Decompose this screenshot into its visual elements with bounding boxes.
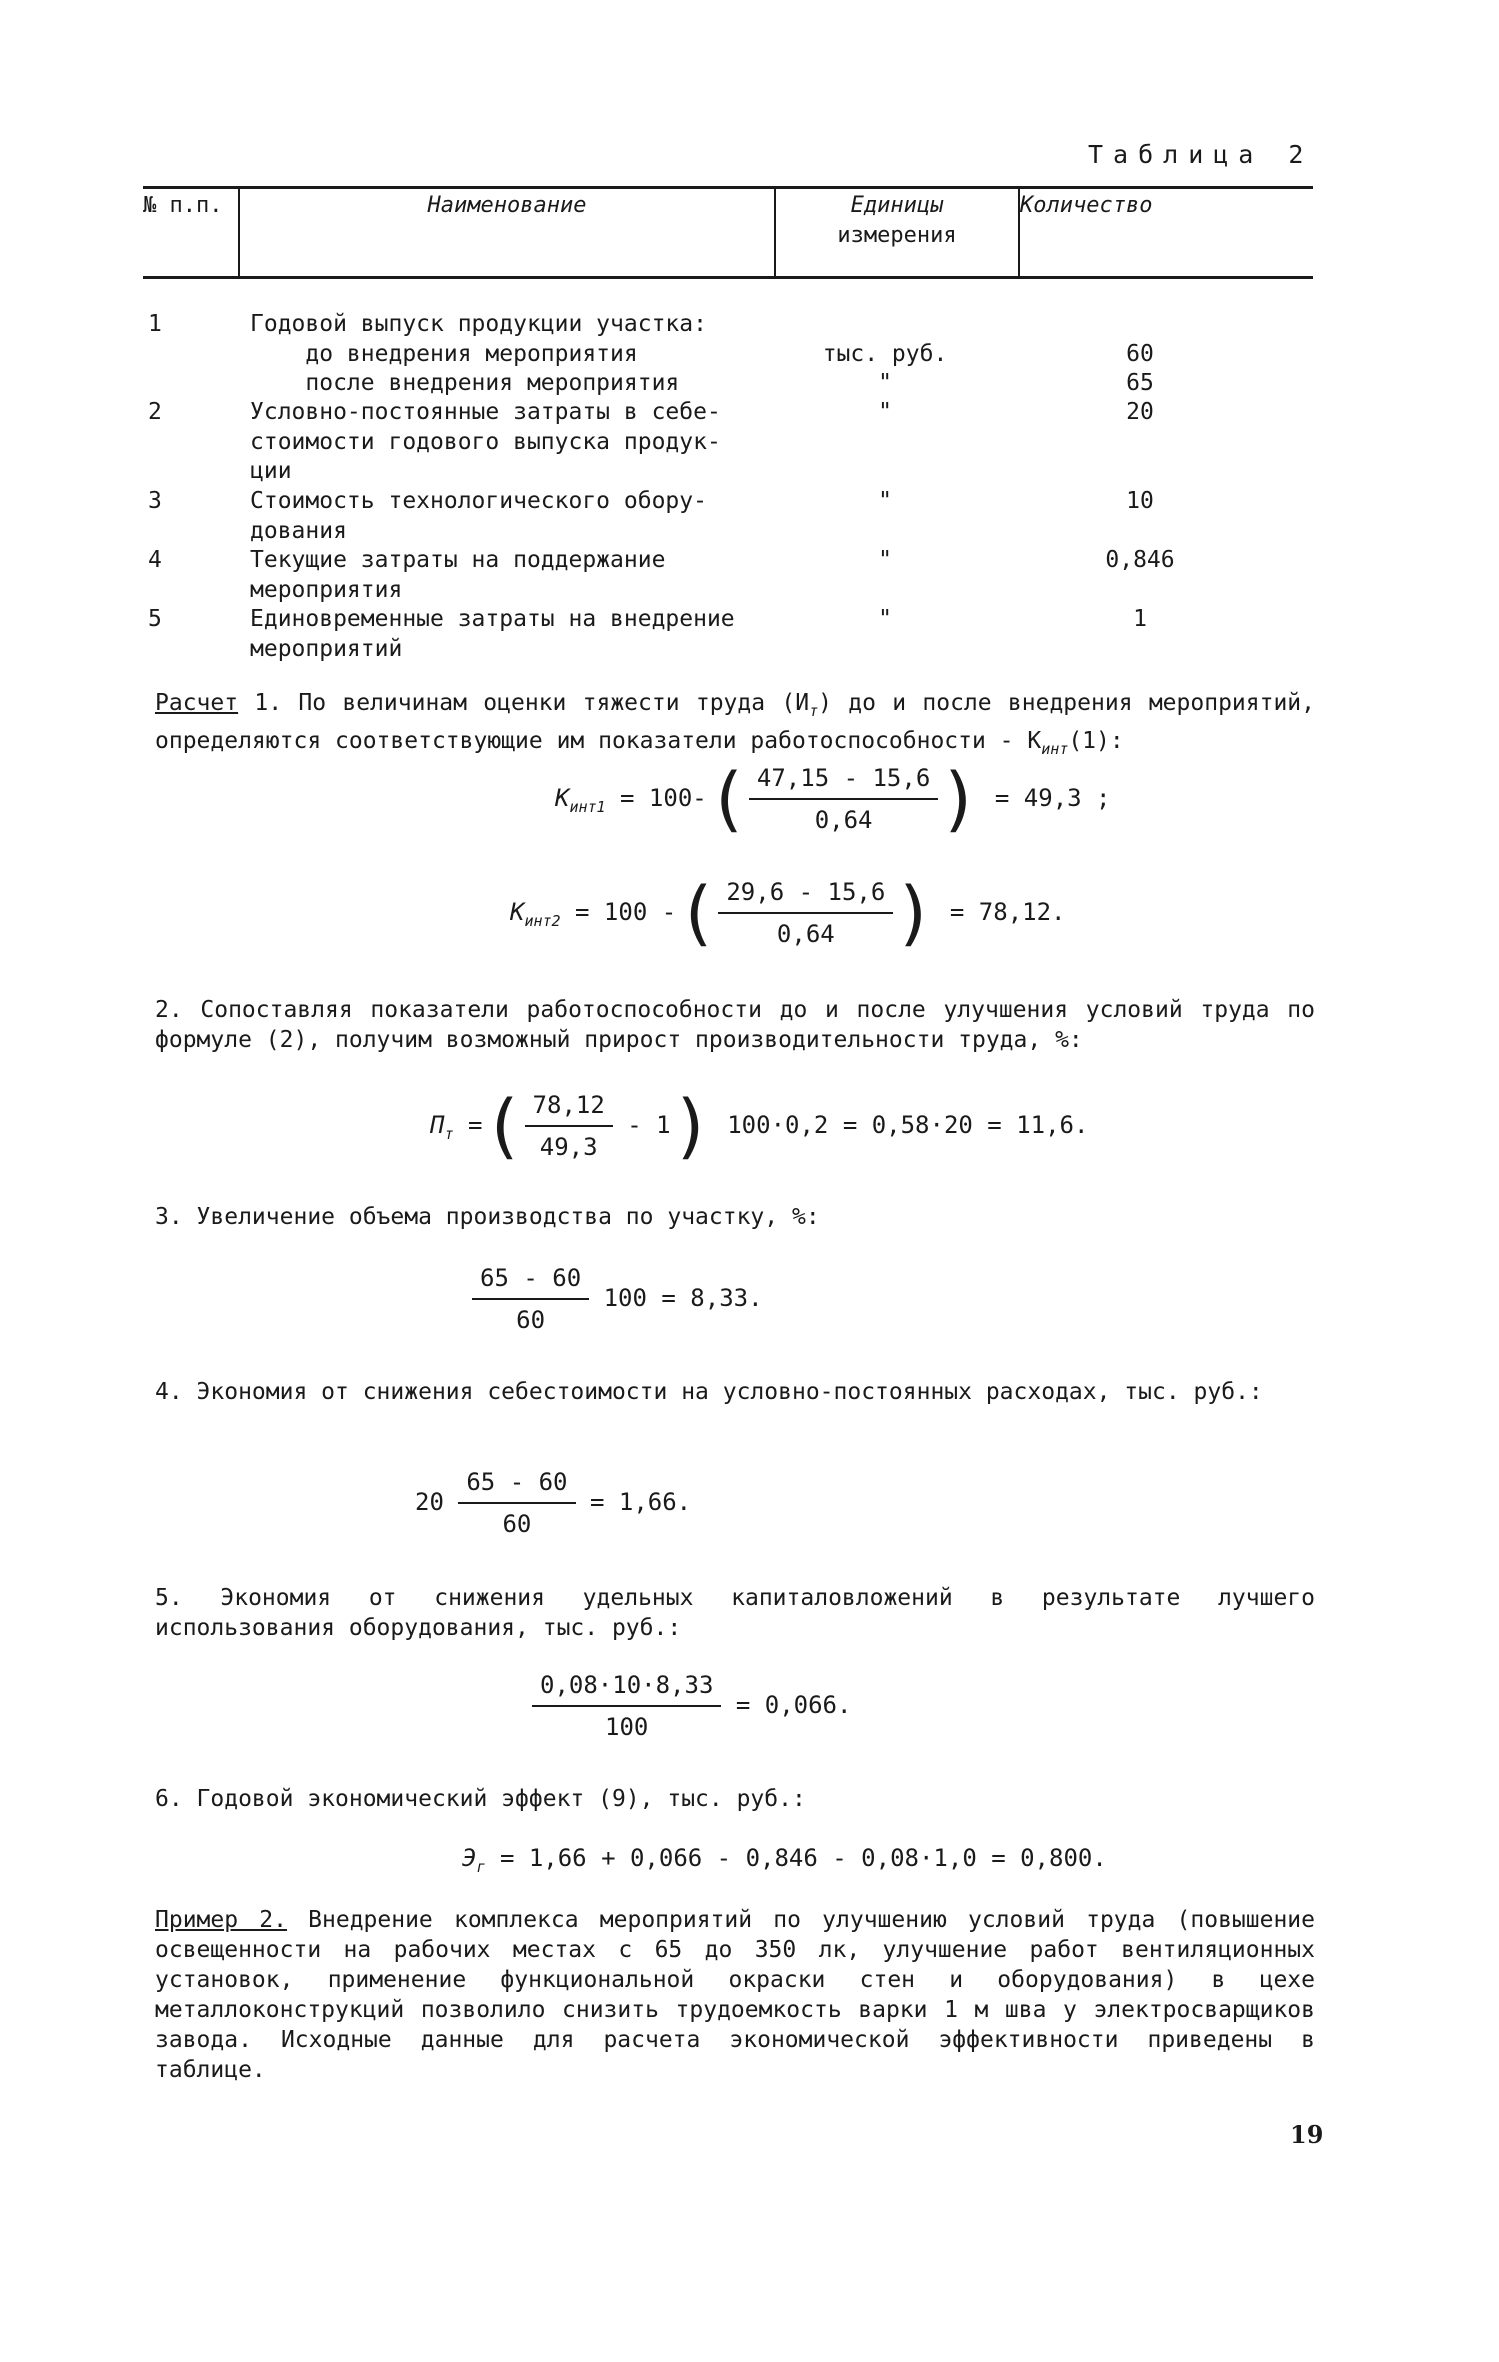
f4-numerator: 65 - 60 [472, 1258, 589, 1300]
f6-result: = 0,066. [735, 1691, 852, 1719]
formula-capital-saving [532, 1665, 851, 1747]
table-row-quantity: 60 [1126, 340, 1154, 367]
table-row-number: 4 [148, 547, 162, 573]
table-row-unit: " [878, 370, 892, 396]
f1-lhs: К [555, 784, 570, 812]
table-row-quantity: 1 [1133, 606, 1147, 632]
f1-paren-close: ) [938, 758, 981, 840]
f7-result: = 1,66 + 0,066 - 0,846 - 0,08·1,0 = 0,800. [499, 1844, 1107, 1872]
table-row-number: 5 [148, 606, 162, 632]
formula-productivity [430, 1085, 1088, 1167]
f1-denominator: 0,64 [814, 806, 873, 834]
table-row-unit: " [878, 606, 892, 632]
f2-eq: = 100 - [575, 898, 677, 926]
table-row-quantity: 10 [1126, 488, 1154, 514]
table-row-name-line: дования [250, 517, 347, 544]
f2-denominator: 0,64 [776, 920, 835, 948]
header-qty: Количество [1020, 193, 1153, 218]
f1-lhs-sub: инт1 [569, 798, 606, 816]
f5-prefix: 20 [415, 1488, 444, 1516]
f1-result: = 49,3 ; [994, 784, 1111, 812]
table-row-name-line: до внедрения мероприятия [250, 340, 638, 367]
table-row-quantity: 20 [1126, 399, 1154, 425]
f3-eq: = [467, 1111, 483, 1139]
calc-p1-sub: т [809, 702, 819, 720]
f3-lhs: П [430, 1111, 445, 1139]
page-number: 19 [1290, 2120, 1324, 2149]
f6-denominator: 100 [605, 1713, 649, 1741]
f6-numerator: 0,08·10·8,33 [532, 1665, 721, 1707]
table-row-quantity: 0,846 [1105, 547, 1175, 573]
calc-paragraph-1 [155, 688, 1315, 764]
table-row-unit: тыс. руб. [822, 340, 948, 367]
table-row-name-line: Единовременные затраты на внедрение [250, 606, 735, 632]
f1-eq: = 100- [620, 784, 707, 812]
table-row-number: 3 [148, 488, 162, 514]
table-row-name-line: после внедрения мероприятия [250, 370, 680, 396]
table-row-unit: " [878, 547, 892, 573]
table-row-unit: " [878, 488, 892, 514]
table-caption: Таблица 2 [1088, 140, 1314, 169]
f2-paren-open: ( [676, 872, 719, 954]
table-row-quantity: 65 [1126, 370, 1154, 396]
f3-lhs-sub: т [444, 1125, 454, 1143]
header-name: Наименование [427, 193, 587, 218]
calc-label: Расчет [155, 690, 239, 716]
formula-annual-effect [462, 1844, 1107, 1876]
calc-paragraph-6: 6. Годовой экономический эффект (9), тыс. руб.: [155, 1786, 806, 1812]
f3-paren-open: ( [482, 1085, 525, 1167]
table-row-name-line: стоимости годового выпуска продук- [250, 428, 721, 455]
header-unit-line1: Единицы [850, 193, 944, 218]
calc-p1-end: (1): [1068, 728, 1124, 754]
calc-paragraph-4: 4. Экономия от снижения себестоимости на условно-постоянных расходах, тыс. руб.: [155, 1379, 1263, 1405]
table-top-rule [143, 186, 1313, 189]
header-unit-line2: измерения [837, 223, 957, 248]
f2-result: = 78,12. [949, 898, 1066, 926]
formula-volume [472, 1258, 763, 1340]
f2-numerator: 29,6 - 15,6 [718, 872, 893, 914]
example-label: Пример 2. [155, 1907, 287, 1933]
formula-cost-saving [415, 1462, 691, 1544]
calc-p1-text: 1. По величинам оценки тяжести труда (И [238, 690, 810, 716]
f5-denominator: 60 [502, 1510, 532, 1538]
calc-p1-rest: ) до и после внедрения мероприятий, определяются соответствующие им показатели работоспособности - К [155, 690, 1315, 754]
f4-denominator: 60 [516, 1306, 546, 1334]
calc-paragraph-2: 2. Сопоставляя показатели работоспособности до и после улучшения условий труда по формуле (2), получим возможный прирост производительности труда, %: [155, 997, 1315, 1053]
f3-mid: - 1 [627, 1111, 671, 1139]
table-row-name-line: Текущие затраты на поддержание [250, 547, 666, 573]
calc-paragraph-5: 5. Экономия от снижения удельных капиталовложений в результате лучшего использования оборудования, тыс. руб.: [155, 1585, 1315, 1641]
f5-result: = 1,66. [589, 1488, 692, 1516]
formula-kint2 [510, 872, 1066, 954]
table-header-bottom-rule [143, 276, 1313, 279]
f3-result: 100·0,2 = 0,58·20 = 11,6. [727, 1111, 1089, 1139]
table-row-name-line: мероприятия [250, 576, 403, 603]
f2-lhs: К [510, 898, 525, 926]
calc-p1-sub2: инт [1041, 740, 1069, 758]
table-row-name-line: мероприятий [250, 635, 403, 662]
table-row-name-line: Годовой выпуск продукции участка: [250, 311, 707, 337]
table-row-number: 1 [148, 311, 162, 337]
example-text: Внедрение комплекса мероприятий по улучшению условий труда (повышение освещенности на рабочих местах с 65 до 350 лк, улучшение работ вентиляционных установок, применение функциональной окраски стен и оборудования) в цехе металлоконструкций позволило снизить трудоемкость варки 1 м шва у электросварщиков завода. Исходные данные для расчета экономической эффективности приведены в таблице. [155, 1907, 1315, 2083]
f2-lhs-sub: инт2 [524, 912, 561, 930]
f3-denominator: 49,3 [539, 1133, 598, 1161]
f4-result: 100 = 8,33. [603, 1284, 763, 1312]
f3-numerator: 78,12 [525, 1085, 613, 1127]
f1-numerator: 47,15 - 15,6 [749, 758, 938, 800]
formula-kint1 [555, 758, 1110, 840]
calc-paragraph-3: 3. Увеличение объема производства по участку, %: [155, 1204, 820, 1230]
f2-paren-close: ) [893, 872, 936, 954]
header-num: № п.п. [143, 193, 223, 218]
f5-numerator: 65 - 60 [458, 1462, 575, 1504]
table-row-name-line: ции [250, 458, 292, 484]
table-row-name-line: Стоимость технологического обору- [250, 488, 707, 514]
f7-lhs-sub: г [476, 1858, 486, 1876]
table-row-number: 2 [148, 399, 162, 425]
f1-paren-open: ( [706, 758, 749, 840]
f7-lhs: Э [462, 1844, 477, 1872]
table-row-unit: " [878, 399, 892, 425]
f3-paren-close: ) [670, 1085, 713, 1167]
table-row-name-line: Условно-постоянные затраты в себе- [250, 399, 721, 425]
example-paragraph [155, 1905, 1315, 2085]
